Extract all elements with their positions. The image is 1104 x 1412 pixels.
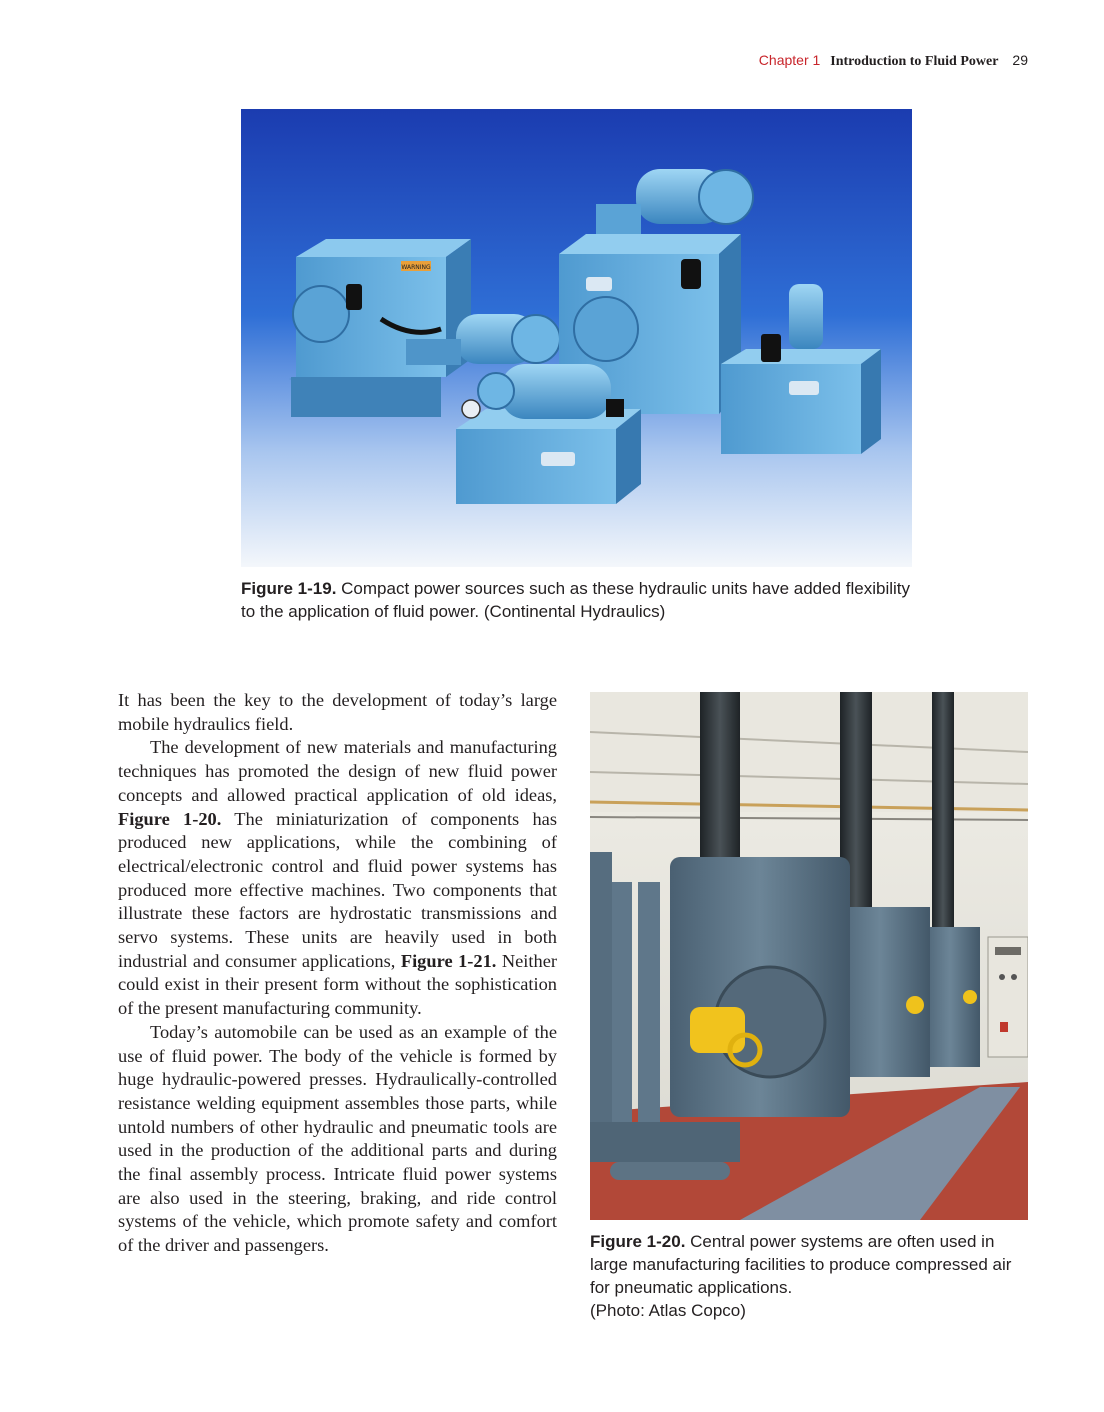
figure-1-19-caption-text: Compact power sources such as these hydraulic units have added flexibility to the application of fluid power. (Continental Hydraulics): [241, 579, 910, 621]
figure-1-19-photo: [241, 109, 912, 567]
figure-1-20-photo: [590, 692, 1028, 1220]
yellow-valve-middle: [906, 996, 924, 1014]
paragraph-1: It has been the key to the development of today’s large mobile hydraulics field.: [118, 690, 557, 734]
page-number: 29: [1012, 52, 1028, 68]
paragraph-2-part-a: The development of new materials and manufacturing techniques has promoted the design of new fluid power concepts and allowed practical application of old ideas,: [118, 737, 557, 805]
yellow-valve-far: [963, 990, 977, 1004]
chapter-title: Introduction to Fluid Power: [830, 54, 999, 69]
figure-1-19-label: Figure 1-19.: [241, 579, 337, 598]
paragraph-2-part-c: Neither could exist in their present form without the sophistication of the present manufacturing community.: [118, 950, 558, 1019]
ceiling: [590, 692, 1028, 820]
chapter-label: Chapter 1: [758, 52, 821, 68]
warning-plate-text: WARNING: [401, 264, 431, 271]
figure-1-20-caption-text: Central power systems are often used in large manufacturing facilities to produce compressed air for pneumatic applications.: [590, 1232, 1012, 1297]
figure-1-20-credit: (Photo: Atlas Copco): [590, 1301, 746, 1320]
figure-1-20-label: Figure 1-20.: [590, 1232, 686, 1251]
control-panel: [988, 937, 1028, 1057]
figure-1-19-caption: [241, 577, 921, 623]
paragraph-2: [118, 736, 557, 1020]
body-text: [118, 689, 557, 1258]
paragraph-2-part-b: The miniaturization of components has produced new applications, while the combining of electrical/electronic control and fluid power systems has produced more effective machines. Two components that illustrate these factors are hydrostatic transmissions and servo systems. These units are heavily used in both industrial and consumer applications,: [118, 808, 558, 971]
paragraph-3: Today’s automobile can be used as an example of the use of fluid power. The body of the vehicle is formed by huge hydraulic-powered presses. Hydraulically-controlled resistance welding equipment assembles those parts, while untold numbers of other hydraulic and pneumatic tools are used in the production of the additional parts and during the final assembly process. Intricate fluid power systems are also used in the steering, braking, and ride control systems of the vehicle, which promote safety and comfort of the driver and passengers.: [118, 1021, 557, 1256]
figure-1-20-reference: Figure 1-20.: [118, 808, 222, 829]
running-header: [759, 52, 1028, 70]
figure-1-21-reference: Figure 1-21.: [400, 950, 497, 971]
column-3: [932, 692, 954, 942]
figure-1-20-caption: [590, 1230, 1030, 1322]
